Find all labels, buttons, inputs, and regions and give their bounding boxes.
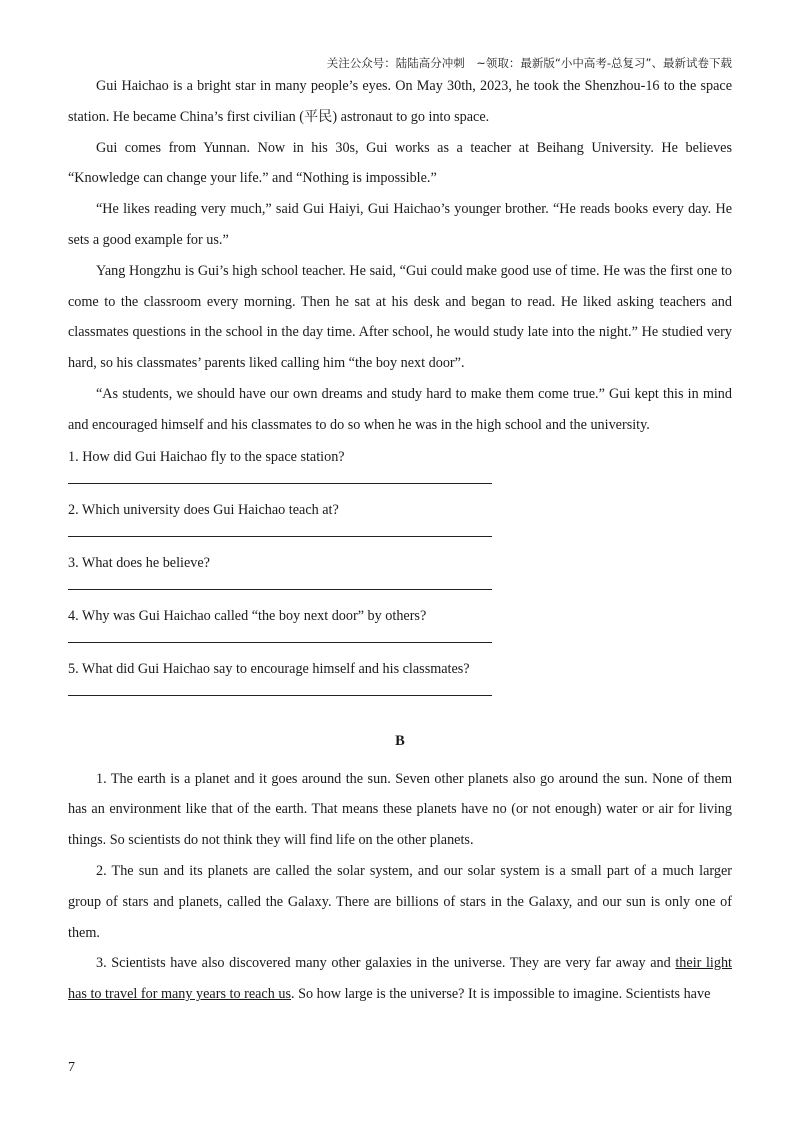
passage-a-paragraph-2: Gui comes from Yunnan. Now in his 30s, Gui works as a teacher at Beihang University. He believes “Knowledge can change your life.” and “Nothing is impossible.”: [68, 139, 732, 187]
answer-line-3[interactable]: [68, 589, 492, 590]
section-b-p3-text-before: 3. Scientists have also discovered many other galaxies in the universe. They are very far away and: [96, 955, 676, 972]
passage-a-paragraph-3: “He likes reading very much,” said Gui Haiyi, Gui Haichao’s younger brother. “He reads books every day. He sets a good example for us.”: [68, 201, 732, 248]
answer-line-5[interactable]: [68, 695, 492, 696]
page-number: 7: [68, 1060, 75, 1075]
passage-a-paragraph-5: “As students, we should have our own dreams and study hard to make them come true.” Gui kept this in mind and encouraged himself and his classmates to do so when he was in the high school and the university.: [68, 385, 732, 433]
question-4: 4. Why was Gui Haichao called “the boy next door” by others?: [68, 607, 427, 624]
underlined-phrase: their light has to travel for many years to reach us: [68, 955, 732, 1003]
page-content: [68, 71, 732, 1010]
answer-line-2[interactable]: [68, 536, 492, 537]
passage-a-paragraph-1: Gui Haichao is a bright star in many people’s eyes. On May 30th, 2023, he took the Shenzhou-16 to the space station. He became China’s first civilian (平民) astronaut to go into space.: [68, 78, 732, 125]
section-b-paragraph-2: 2. The sun and its planets are called the solar system, and our solar system is a small part of a much larger group of stars and planets, called the Galaxy. There are billions of stars in the Galaxy, and our sun is only one of them.: [68, 862, 732, 941]
section-b-paragraph-1: 1. The earth is a planet and it goes around the sun. Seven other planets also go around the sun. None of them has an environment like that of the earth. That means these planets have no (or not enough) water or air for living things. So scientists do not think they will find life on the other planets.: [68, 770, 732, 849]
section-b-p3-text-after: . So how large is the universe? It is impossible to imagine. Scientists have: [290, 986, 711, 1003]
question-list: [68, 445, 732, 696]
answer-line-4[interactable]: [68, 642, 492, 643]
question-1: 1. How did Gui Haichao fly to the space station?: [68, 448, 345, 465]
passage-a-paragraph-4: Yang Hongzhu is Gui’s high school teacher. He said, “Gui could make good use of time. He was the first one to come to the classroom every morning. Then he sat at his desk and began to read. He liked asking teachers and classmates questions in the school in the day time. After school, he would study late into the night.” He studied very hard, so his classmates’ parents liked calling him “the boy next door”.: [68, 262, 732, 372]
question-3: 3. What does he believe?: [68, 554, 210, 571]
question-2: 2. Which university does Gui Haichao teach at?: [68, 501, 339, 518]
section-b-title: B: [395, 732, 405, 749]
question-5: 5. What did Gui Haichao say to encourage himself and his classmates?: [68, 660, 470, 677]
answer-line-1[interactable]: [68, 483, 492, 484]
section-b-paragraph-3: [68, 948, 732, 1010]
header-promo: 关注公众号：陆陆高分冲刺 ~领取：最新版“小中高考-总复习”、最新试卷下载: [326, 56, 732, 70]
